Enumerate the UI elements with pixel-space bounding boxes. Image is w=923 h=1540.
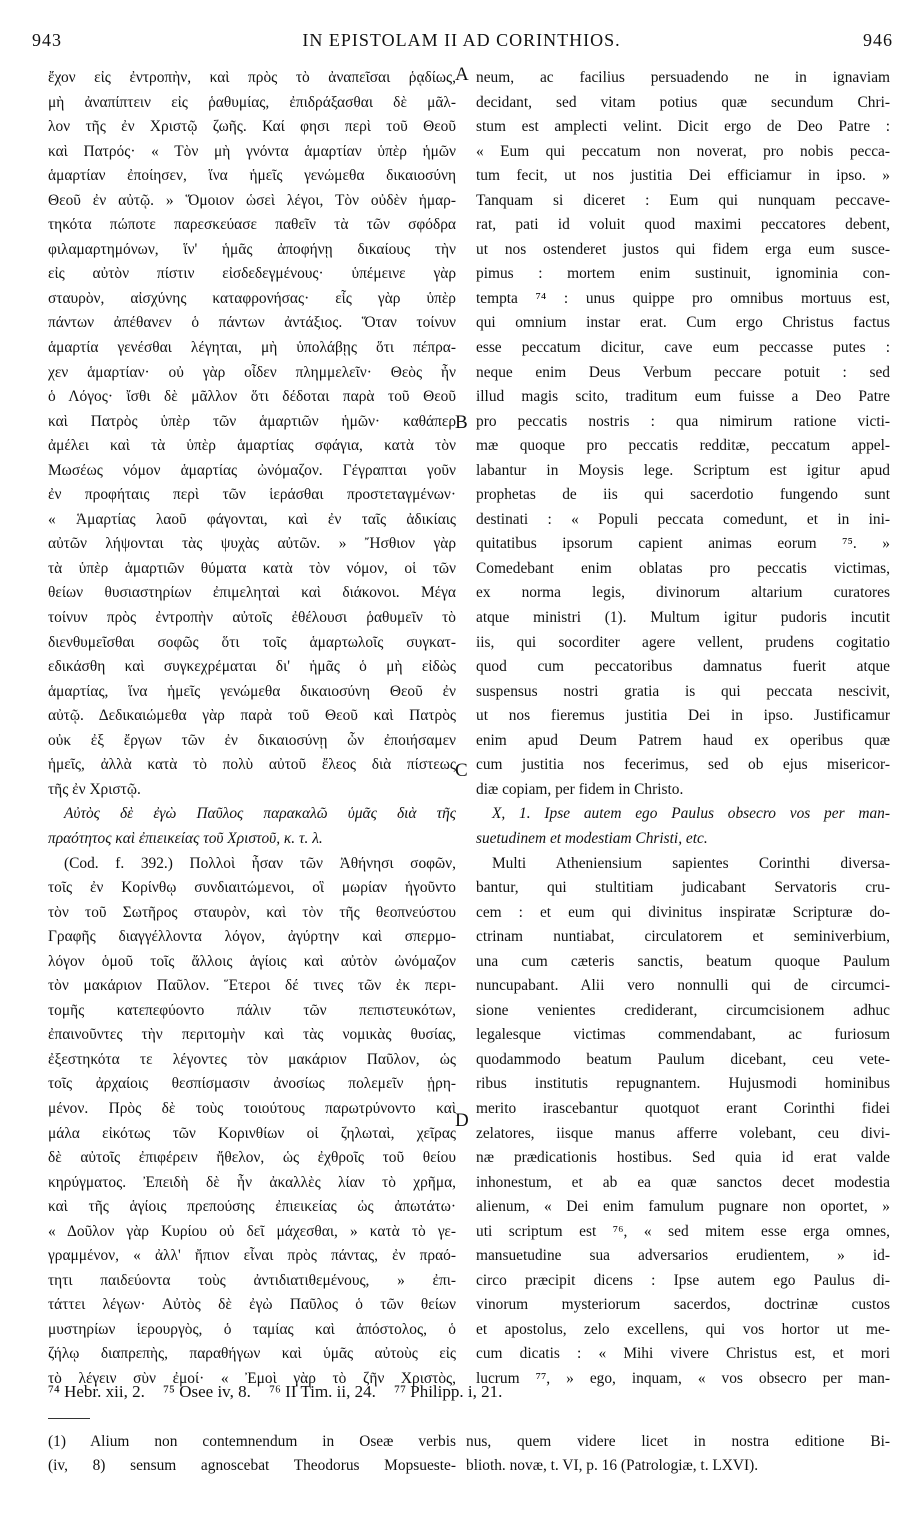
greek-text-line: « Ἁμαρτίας λαοῦ φάγονται, καὶ ἐν ταῖς ἀδικίαις: [48, 510, 456, 528]
greek-text-line: καὶ τῆς ἁγίοις πρεπούσης ἐπιεικείας ὡς ἀπωτάτω·: [48, 1198, 456, 1216]
greek-text-line: τῆς ἐν Χριστῷ.: [48, 780, 141, 798]
latin-text-line: ribus institutis repugnantem. Hujusmodi hominibus: [476, 1075, 890, 1093]
latin-text-line: nuncupabant. Alii vero nonnulli qui de circumci-: [476, 977, 890, 995]
latin-text-line: Multi Atheniensium sapientes Corinthi diversa-: [492, 854, 890, 872]
greek-text-line: Μωσέως νόμον ἁμαρτίας ὠνόμαζον. Γέγραπται γοῦν: [48, 461, 456, 479]
footnote-right: [466, 1430, 890, 1478]
greek-text-line: μυστηρίων ἱερουργὸς, ὁ ταμίας καὶ ἀπόστολος, ὁ: [48, 1320, 456, 1338]
greek-text-line: ζήλῳ διαπρεπὴς, παραθήγων καὶ ὑμᾶς αὐτοὺς εἰς: [48, 1345, 456, 1363]
greek-text-line: ἐπαινοῦντες τὴν περιτομὴν καὶ τὰς νομικὰς θυσίας,: [48, 1026, 456, 1044]
page-header: [30, 30, 893, 60]
greek-text-line: διενθυμεῖσθαι σοφῶς ὅτι τοῖς ἁμαρτωλοῖς συγκατ-: [48, 633, 456, 651]
footnote-divider: [48, 1418, 90, 1419]
greek-text-line: Θεοῦ ἐν αὐτῷ. » Ὅμοιον ὡσεὶ λέγοι, Τὸν οὐδὲν ἡμαρ-: [48, 191, 456, 209]
latin-text-line: zelatores, iisque manus afferre volebant, ceu divi-: [476, 1124, 890, 1142]
latin-text-line: labantur in Moysis lege. Scriptum est igitur apud: [476, 461, 890, 479]
latin-text-line: circo præcipit dicens : Ipse autem ego Paulus di-: [476, 1271, 890, 1289]
greek-text-line: ἔχον εἰς ἐντροπὴν, καὶ πρὸς τὸ ἀναπεῖσαι ῥᾳδίως,: [48, 69, 456, 86]
greek-text-line: αὐτῶν λήψονται τὰς ψυχὰς αὐτῶν. » Ἤσθιον γὰρ: [48, 535, 456, 553]
greek-section-heading: πραότητος καὶ ἐπιεικείας τοῦ Χριστοῦ, κ. τ. λ.: [48, 829, 323, 847]
latin-text-line: et apostolus, zelo excellens, qui vos hortor ut me-: [476, 1320, 890, 1338]
greek-column: [48, 66, 456, 1392]
greek-text-line: καὶ Πατρὸς ὑπὲρ τῶν ἁμαρτιῶν ἡμῶν· καθάπερ: [48, 412, 456, 430]
latin-text-line: neque enim Deus Verbum peccare potuit : sed: [476, 363, 890, 381]
greek-text-line: Γραφῆς διαγγέλλοντα λόγον, ἀγύρτην καὶ σπερμο-: [48, 928, 456, 946]
latin-text-line: prophetas de iis qui sacerdotio fungendo sunt: [476, 486, 890, 504]
latin-text-line: ut nos fieremus justitia Dei in ipso. Justificamur: [476, 707, 890, 725]
scripture-references: [48, 1382, 893, 1402]
greek-text-line: μὴ ἀναπίπτειν εἰς ῥαθυμίας, ἐπιδράξασθαι δὲ μᾶλ-: [48, 93, 456, 111]
greek-text-line: τὸ λέγειν σὺν ἐμοί· « Ἐμοὶ γὰρ τὸ ζῆν Χριστὸς,: [48, 1369, 456, 1387]
latin-text-line: decidant, sed vitam potius quæ secundum Chri-: [476, 93, 890, 111]
page-number-right: 946: [863, 30, 893, 50]
latin-text-line: cum dicatis : « Mihi vivere Christus est, et mori: [476, 1345, 890, 1363]
latin-text-line: quitatibus ipsorum capient animas eorum ⁷⁵. »: [476, 535, 890, 553]
latin-text-line: suspensus nostri gratia is qui peccata nescivit,: [476, 682, 890, 700]
latin-text-line: tum fecit, ut nos justitia Dei efficiamur in ipso. »: [476, 167, 890, 185]
latin-text-line: inhonestum, et ab ea quæ sanctos decet modestia: [476, 1173, 890, 1191]
greek-text-line: θείων θυσιαστηρίων ἐπιμεληταὶ καὶ διάκονοι. Μέγα: [48, 584, 456, 602]
reference-74: ⁷⁴ Hebr. xii, 2.: [48, 1382, 145, 1401]
greek-text-line: λον τῆς ἐν Χριστῷ ζωῆς. Καί φησι περὶ τοῦ Θεοῦ: [48, 118, 456, 136]
greek-text-line: ἐν προφήταις περὶ τῶν ἱεράσθαι προστεταγμένων·: [48, 486, 456, 504]
greek-text-line: αὐτῷ. Δεδικαιώμεθα γὰρ παρὰ τοῦ Θεοῦ καὶ Πατρὸς: [48, 707, 456, 725]
latin-text-line: enim apud Deum Patrem haud ex operibus quæ: [476, 731, 890, 749]
greek-text-line: λόγον ὁμοῦ τοῖς ἄλλοις ἁγίοις καὶ αὐτὸν ὠνόμαζον: [48, 952, 456, 970]
footnote-line: nus, quem videre licet in nostra editione Bi-: [466, 1433, 890, 1450]
greek-text-line: τάττει λέγων· Αὐτὸς δὲ ἐγὼ Παῦλος ὁ τῶν θείων: [48, 1296, 456, 1314]
latin-text-line: rat, pati id voluit quod maximi peccatores debent,: [476, 216, 890, 234]
latin-text-line: stum est amplecti velint. Dicit ergo de Deo Patre :: [476, 118, 890, 136]
greek-text-line: σταυρὸν, αἰσχύνης καταφρονήσας· εἷς γὰρ ὑπὲρ: [48, 289, 456, 307]
latin-text-line: Comedebant enim oblatas pro peccatis victimas,: [476, 559, 890, 577]
latin-text-line: quod cum peccatoribus damnatus fuerit atque: [476, 658, 890, 676]
greek-text-line: δὲ αὐτοῖς ἐπιφέρειν ἤθελον, ὡς ἐχθροῖς τοῦ θείου: [48, 1149, 456, 1167]
greek-text-line: ἁμαρτίας, ἵνα ἡμεῖς γενώμεθα δικαιοσύνη Θεοῦ ἐν: [48, 682, 456, 700]
margin-marker-b: B: [455, 412, 468, 433]
greek-text-line: χεν ἁμαρτίαν· οὐ γὰρ οἶδεν πλημμελεῖν· Θεὸς ἦν: [48, 363, 456, 381]
greek-text-line: καὶ Πατρός· « Τὸν μὴ γνόντα ἁμαρτίαν ὑπὲρ ἡμῶν: [48, 142, 456, 160]
greek-text-line: τὰ ὑπὲρ ἁμαρτιῶν θύματα κατὰ τὸν νόμον, οἱ τῶν: [48, 559, 456, 577]
greek-text-line: τοίνυν πρὸς ἐντροπὴν αὐτοῖς ἐθέλουσι ῥαθυμεῖν τὸ: [48, 609, 456, 627]
latin-text-line: næ prædicationis hostibus. Sed quia id erat valde: [476, 1149, 890, 1167]
greek-text-line: ὁ Λόγος· ἴσθι δὲ μᾶλλον ὅτι δέδοται παρὰ τοῦ Θεοῦ: [48, 388, 456, 406]
latin-section-heading: X, 1. Ipse autem ego Paulus obsecro vos per man-: [492, 805, 890, 823]
latin-text-line: illud magis scito, traditum eum fuisse a Deo Patre: [476, 388, 890, 406]
latin-text-line: alienum, « Dei enim famulum pugnare non oportet, »: [476, 1198, 890, 1216]
latin-text-line: pimus : mortem enim sustinuit, ignominia con-: [476, 265, 890, 283]
latin-column: [476, 66, 890, 1392]
latin-text-line: mæ quoque pro peccatis redditæ, peccatum appel-: [476, 437, 890, 455]
greek-text-line: ἀμέλει καὶ τὰ ὑπὲρ ἁμαρτίας σφάγια, κατὰ τὸν: [48, 437, 456, 455]
greek-text-line: ἐξεστηκότα τε λέγοντες τὸν μακάριον Παῦλον, ὡς: [48, 1050, 456, 1068]
latin-text-line: sione venientes crediderant, circumcisionem adhuc: [476, 1001, 890, 1019]
latin-text-line: quodammodo beatum Paulum dicebant, ceu vete-: [476, 1050, 890, 1068]
greek-text-line: ἁμαρτίαν ἐποίησεν, ἵνα ἡμεῖς γενώμεθα δικαιοσύνη: [48, 167, 456, 185]
greek-text-line: εδικάσθη καὶ συγκεχρέμαται δι' ἡμᾶς ὁ μὴ εἰδὼς: [48, 658, 456, 676]
greek-text-line: φιλαμαρτημόνων, ἵν' ἡμᾶς ἀποφήνῃ δικαίους τὴν: [48, 240, 456, 258]
latin-text-line: « Eum qui peccatum non noverat, pro nobis pecca-: [476, 142, 890, 160]
latin-text-line: lucrum ⁷⁷, » ego, inquam, « vos obsecro per man-: [476, 1369, 890, 1387]
greek-text-line: ἁμαρτία γενέσθαι λέγηται, μὴ ὑπολάβῃς ὅτι πέπρα-: [48, 339, 456, 357]
latin-text-line: ex norma legis, divinorum altarium curatores: [476, 584, 890, 602]
greek-text-line: ἡμεῖς, ἀλλὰ κατὰ τὸ πολὺ αὐτοῦ ἔλεος διὰ πίστεως: [48, 756, 456, 774]
latin-text-line: legalesque victimas commendabant, ac furiosum: [476, 1026, 890, 1044]
latin-text-line: cum justitia nos fecerimus, sed ob ejus misericor-: [476, 756, 890, 774]
greek-text-line: γραμμένον, « ἀλλ' ἤπιον εἶναι πρὸς πάντας, ἐν πραό-: [48, 1247, 456, 1265]
footnote-line: (1) Alium non contemnendum in Oseæ verbis: [48, 1433, 456, 1450]
latin-text-line: merito irascebantur quotquot erant Corinthi fidei: [476, 1099, 890, 1117]
latin-text-line: ut nos ostenderet justos qui fidem erga eum susce-: [476, 240, 890, 258]
latin-text-line: vinorum mysteriorum sacerdos, doctrinæ custos: [476, 1296, 890, 1314]
margin-marker-c: C: [455, 760, 468, 781]
greek-text-line: εἰς αὐτὸν πίστιν εἰσδεδεγμένους· ὑπέμεινε γὰρ: [48, 265, 456, 283]
margin-marker-d: D: [455, 1110, 469, 1131]
latin-text-line: cem : et eum qui divinitus inspiratæ Scripturæ do-: [476, 903, 890, 921]
greek-text-line: τομῆς κατεπεφύοντο πάλιν τῶν πεπιστευκότων,: [48, 1001, 456, 1019]
page-number-left: 943: [32, 30, 62, 50]
latin-text-line: mansuetudine sua adversarios erudientem, » id-: [476, 1247, 890, 1265]
greek-text-line: τηκότα πώποτε παρεσκεύασε παθεῖν τὰ τῶν σφόδρα: [48, 216, 456, 234]
reference-76: ⁷⁶ II Tim. ii, 24.: [269, 1382, 376, 1401]
latin-text-line: una cum cæteris sanctis, beatum quoque Paulum: [476, 952, 890, 970]
latin-text-line: uti scriptum est ⁷⁶, « sed mitem esse erga omnes,: [476, 1222, 890, 1240]
latin-text-line: ctrinam nuntiabat, circulatorem et seminiverbium,: [476, 928, 890, 946]
latin-text-line: tempta ⁷⁴ : unus quippe pro omnibus mortuus est,: [476, 289, 890, 307]
reference-77: ⁷⁷ Philipp. i, 21.: [394, 1382, 503, 1401]
greek-text-line: (Cod. f. 392.) Πολλοὶ ἦσαν τῶν Ἀθήνησι σοφῶν,: [64, 854, 456, 872]
latin-text-line: qui omnium instar erat. Cum ergo Christus factus: [476, 314, 890, 332]
greek-text-line: πάντων ἀπέθανεν ὁ πάντων ἀντάξιος. Ὅταν τοίνυν: [48, 314, 456, 332]
greek-text-line: μένον. Πρὸς δὲ τοὺς τοιούτους παρωτρύνοντο καὶ: [48, 1099, 456, 1117]
latin-text-line: Tanquam si diceret : Eum qui nunquam peccave-: [476, 191, 890, 209]
greek-text-line: τὸν τοῦ Σωτῆρος σταυρὸν, καὶ τὸν τῆς θεοπνεύστου: [48, 903, 456, 921]
greek-section-heading: Αὐτὸς δὲ ἐγὼ Παῦλος παρακαλῶ ὑμᾶς διὰ τῆς: [64, 805, 456, 823]
greek-text-line: τὸν μακάριον Παῦλον. Ἕτεροι δέ τινες τῶν ἐκ περι-: [48, 977, 456, 995]
latin-text-line: pro peccatis nostris : qua nimirum ratione victi-: [476, 412, 890, 430]
latin-text-line: bantur, qui stultitiam judicabant Servatoris cru-: [476, 879, 890, 897]
latin-text-line: neum, ac facilius persuadendo ne in ignaviam: [476, 69, 890, 86]
margin-marker-a: A: [455, 64, 469, 85]
footnote-line: blioth. novæ, t. VI, p. 16 (Patrologiæ, t. LXVI).: [466, 1457, 759, 1474]
greek-text-line: « Δοῦλον γὰρ Κυρίου οὐ δεῖ μάχεσθαι, » κατὰ τὸ γε-: [48, 1222, 456, 1240]
latin-section-heading: suetudinem et modestiam Christi, etc.: [476, 829, 708, 847]
greek-text-line: οὐκ ἐξ ἔργων τῶν ἐν δικαιοσύνῃ ὧν ἐποιήσαμεν: [48, 731, 456, 749]
latin-text-line: diæ copiam, per fidem in Christo.: [476, 780, 684, 798]
running-title: IN EPISTOLAM II AD CORINTHIOS.: [302, 30, 621, 50]
greek-text-line: κηρύγματος. Ἐπειδὴ δὲ ἦν ἀκαλλὲς λίαν τὸ χρῆμα,: [48, 1173, 456, 1191]
latin-text-line: esse peccatum dicitur, cave eum peccasse putes :: [476, 339, 890, 357]
greek-text-line: μάλα εἰκότως τῶν Κορινθίων οἱ ζηλωταὶ, χεῖρας: [48, 1124, 456, 1142]
latin-text-line: atque ministri (1). Multum igitur pudoris incutit: [476, 609, 890, 627]
latin-text-line: destinati : « Populi peccata comedunt, et in ini-: [476, 510, 890, 528]
greek-text-line: τοῖς ἀρχαίοις θεσπίσμασιν ἀνοσίως πολεμεῖν ᾑρη-: [48, 1075, 456, 1093]
footnote-left: [48, 1430, 456, 1478]
greek-text-line: τοῖς ἐν Κορίνθῳ συνδιαιτώμενοι, οἳ μωρίαν ἡγοῦντο: [48, 879, 456, 897]
greek-text-line: τητι παιδεύοντα τοὺς ἀντιδιατιθεμένους, » ἐπι-: [48, 1271, 456, 1289]
footnote-line: (iv, 8) sensum agnoscebat Theodorus Mopsueste-: [48, 1457, 456, 1474]
latin-text-line: iis, qui socorditer agere vellent, prudens cogitatio: [476, 633, 890, 651]
reference-75: ⁷⁵ Osee iv, 8.: [163, 1382, 251, 1401]
